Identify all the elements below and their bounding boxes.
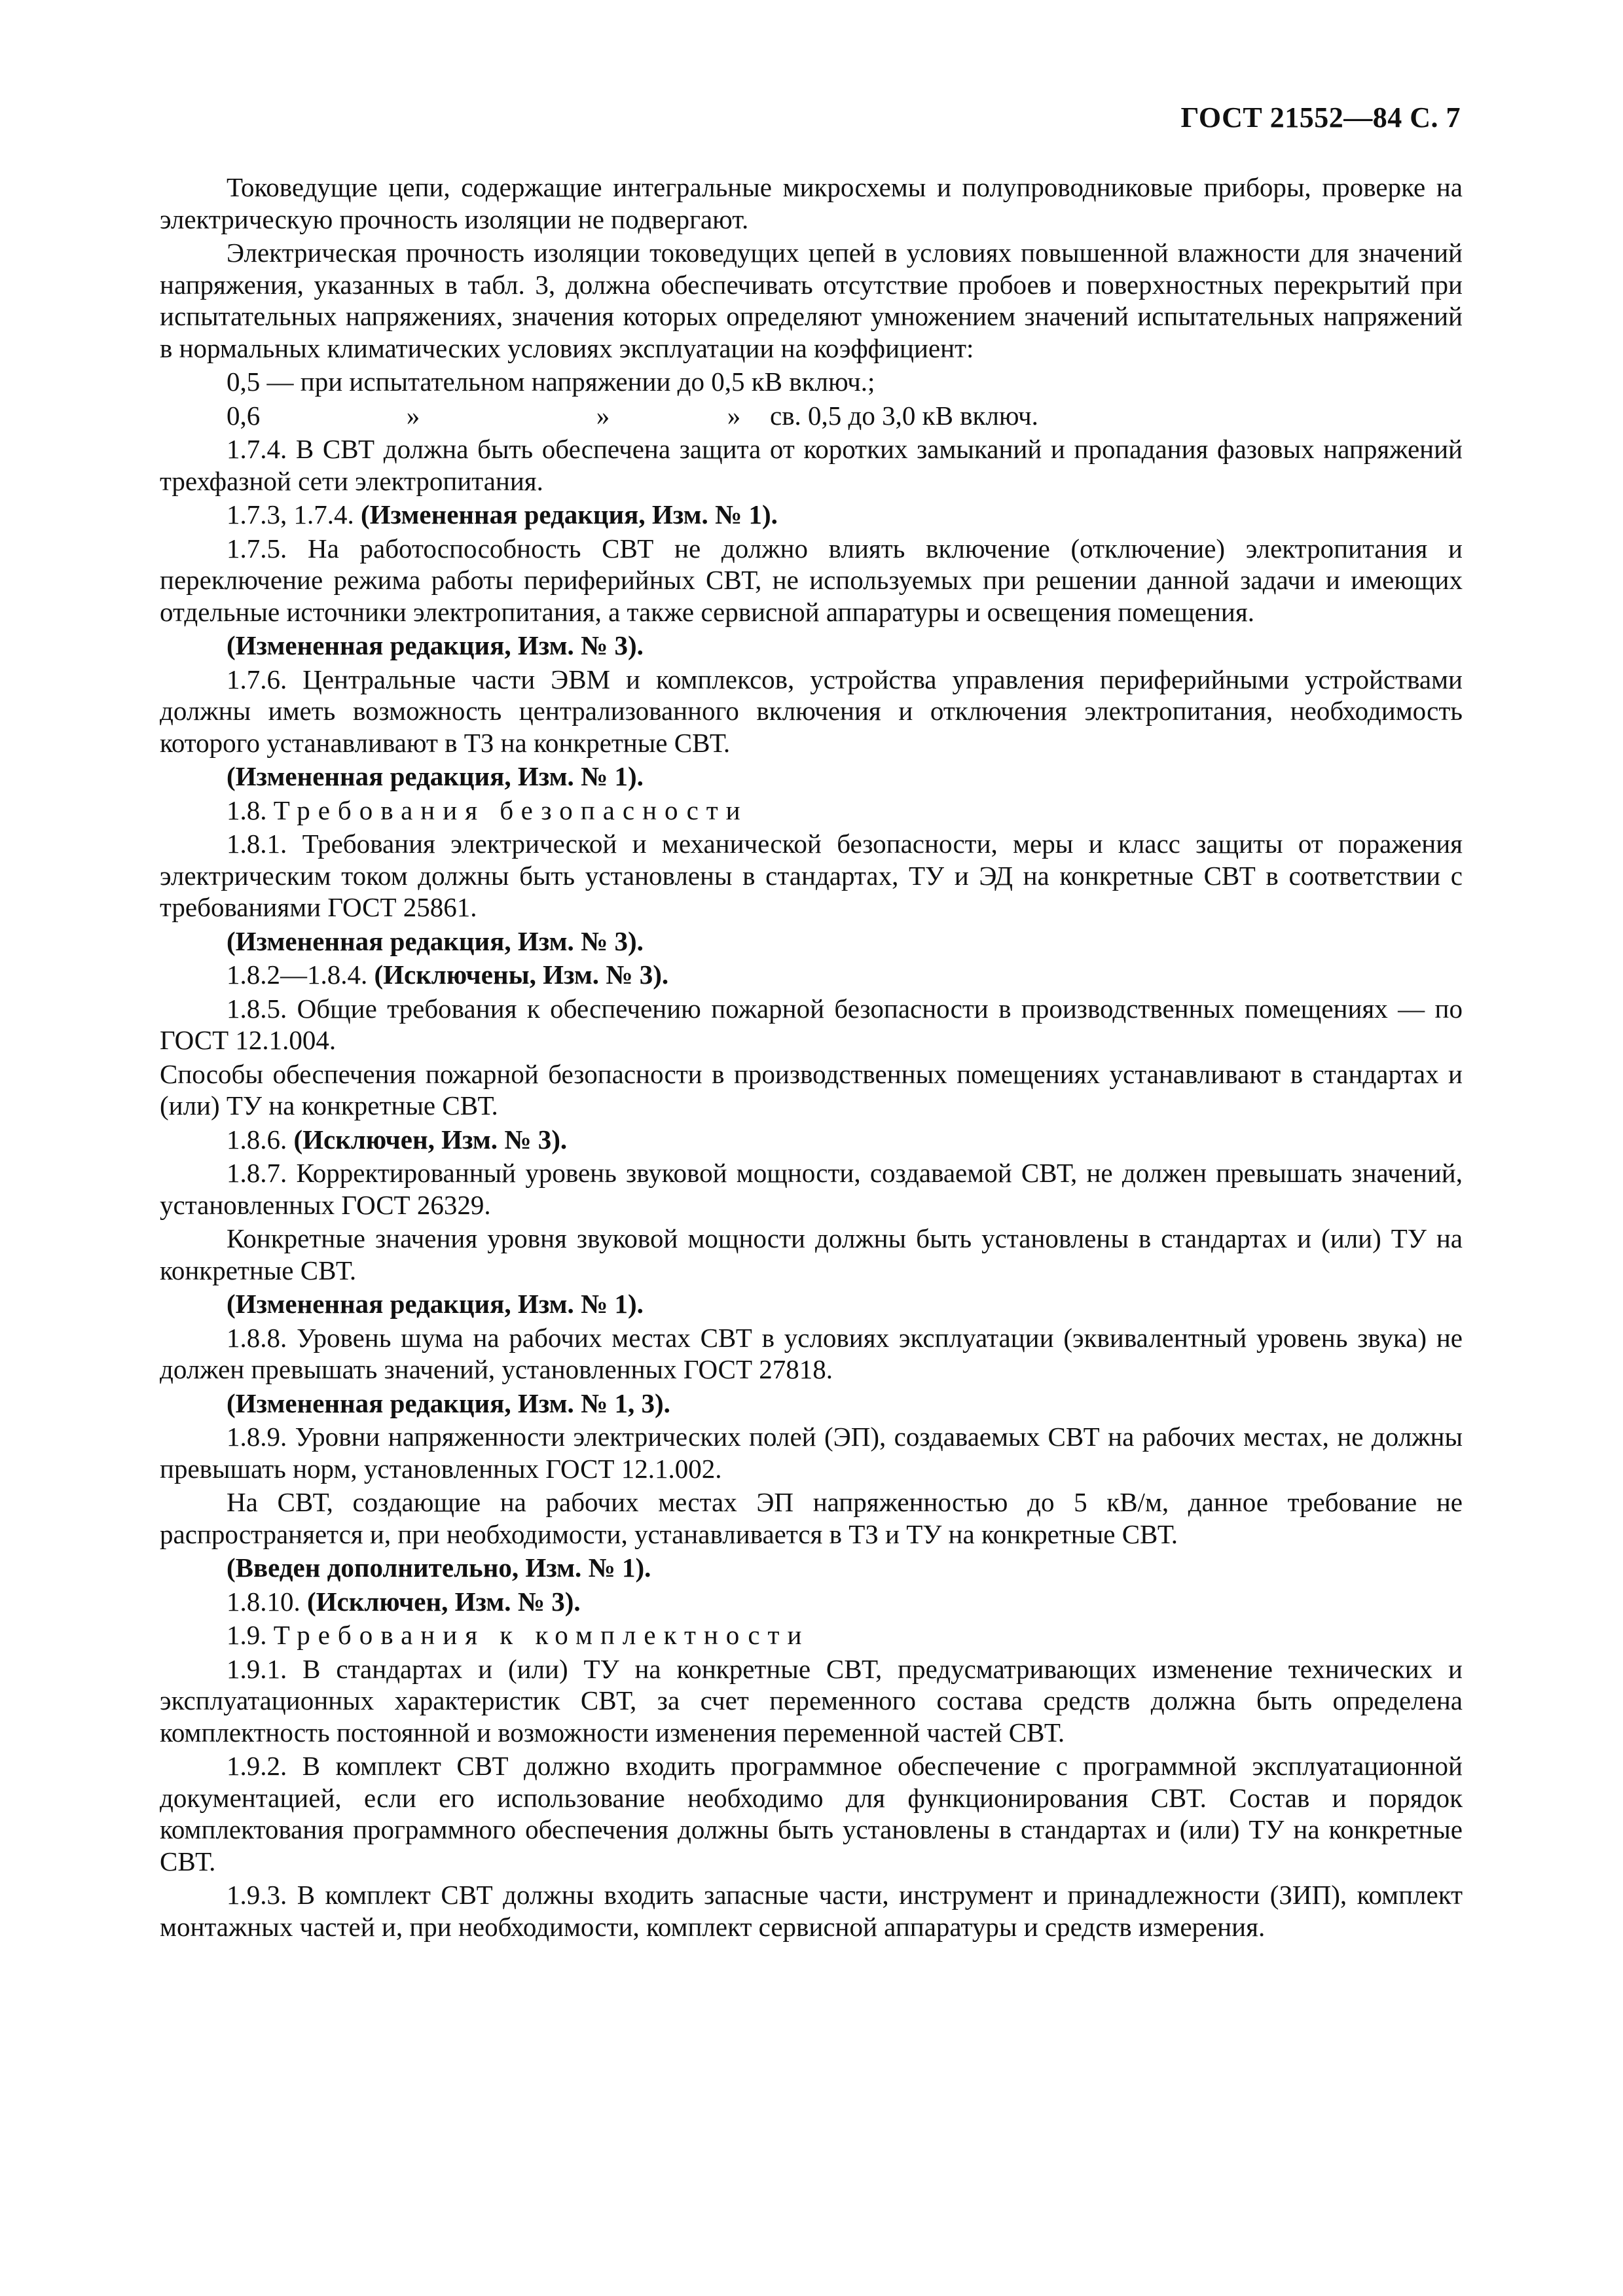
amendment-note	[160, 630, 1463, 662]
ditto-mark: »	[727, 400, 741, 431]
section-title: Требования к комплектности	[273, 1620, 810, 1650]
paragraph: На СВТ, создающие на рабочих местах ЭП напряженностью до 5 кВ/м, данное требование не распространяется и, при необходимости, устанавливается в ТЗ и ТУ на конкретные СВТ.	[160, 1487, 1463, 1549]
paragraph: Электрическая прочность изоляции токоведущих цепей в условиях повышенной влажности для значений напряжения, указанных в табл. 3, должна обеспечивать отсутствие пробоев и поверхностных перекрытий при испытательных напряжениях, значения которых определяют умножением значений испытательных напряжений в нормальных климатических условиях эксплуатации на коэффициент:	[160, 238, 1463, 363]
paragraph: Способы обеспечения пожарной безопасности в производственных помещениях устанавливают в стандартах и (или) ТУ на конкретные СВТ.	[160, 1058, 1463, 1121]
section-title: Требования безопасности	[273, 795, 748, 825]
voltage-range: св. 0,5 до 3,0 кВ включ.	[770, 400, 1038, 431]
paragraph: 1.8.5. Общие требования к обеспечению пожарной безопасности в производственных помещениях — по ГОСТ 12.1.004.	[160, 993, 1463, 1055]
ditto-mark: »	[406, 400, 420, 431]
section-heading	[160, 795, 1463, 827]
amendment-label: (Измененная редакция, Изм. № 3).	[227, 925, 644, 956]
amendment-note	[160, 1552, 1463, 1584]
section-number: 1.9.	[227, 1620, 274, 1650]
paragraph: Токоведущие цепи, содержащие интегральные микросхемы и полупроводниковые приборы, проверке на электрическую прочность изоляции не подвергают.	[160, 172, 1463, 234]
paragraph: 1.8.9. Уровни напряженности электрических полей (ЭП), создаваемых СВТ на рабочих местах, не должны превышать норм, установленных ГОСТ 12.1.002.	[160, 1422, 1463, 1484]
section-heading	[160, 1619, 1463, 1651]
amendment-label: (Измененная редакция, Изм. № 1).	[361, 499, 778, 529]
clause-number: 1.8.2—1.8.4.	[227, 960, 374, 990]
ditto-mark: »	[596, 400, 610, 431]
paragraph: 1.7.6. Центральные части ЭВМ и комплексов, устройства управления периферийными устройствами должны иметь возможность централизованного включения и отключения электропитания, необходимость которого устанавливают в ТЗ на конкретные СВТ.	[160, 664, 1463, 758]
paragraph: 1.8.1. Требования электрической и механической безопасности, меры и класс защиты от поражения электрическим током должны быть установлены в стандартах, ТУ и ЭД на конкретные СВТ в соответствии с требованиями ГОСТ 25861.	[160, 829, 1463, 922]
amendment-label: (Измененная редакция, Изм. № 1).	[227, 1289, 644, 1319]
amendment-label: (Исключены, Изм. № 3).	[374, 960, 669, 990]
coefficient-line: 0,5 — при испытательном напряжении до 0,5 кВ включ.;	[227, 367, 875, 397]
clause-number: 1.7.3, 1.7.4.	[227, 499, 361, 529]
amendment-label: (Измененная редакция, Изм. № 1, 3).	[227, 1388, 670, 1418]
amendment-label: (Измененная редакция, Изм. № 3).	[227, 630, 644, 660]
paragraph: 1.8.8. Уровень шума на рабочих местах СВТ в условиях эксплуатации (эквивалентный уровень звука) не должен превышать значений, установленных ГОСТ 27818.	[160, 1322, 1463, 1384]
paragraph: 1.9.1. В стандартах и (или) ТУ на конкретные СВТ, предусматривающих изменение технических и эксплуатационных характеристик СВТ, за счет переменного состава средств должна быть определена комплектность постоянной и возможности изменения переменной частей СВТ.	[160, 1653, 1463, 1748]
amendment-note	[160, 1586, 1463, 1618]
amendment-note	[160, 959, 1463, 991]
amendment-note	[160, 925, 1463, 958]
page-header: ГОСТ 21552—84 С. 7	[1180, 101, 1461, 134]
paragraph: 1.7.4. В СВТ должна быть обеспечена защита от коротких замыканий и пропадания фазовых напряжений трехфазной сети электропитания.	[160, 434, 1463, 496]
amendment-label: (Исключен, Изм. № 3).	[293, 1124, 568, 1155]
section-number: 1.8.	[227, 795, 274, 825]
amendment-note	[160, 1288, 1463, 1320]
amendment-label: (Измененная редакция, Изм. № 1).	[227, 761, 644, 791]
amendment-note	[160, 499, 1463, 531]
paragraph: Конкретные значения уровня звуковой мощности должны быть установлены в стандартах и (или) ТУ на конкретные СВТ.	[160, 1223, 1463, 1285]
amendment-note	[160, 1388, 1463, 1420]
amendment-label: (Исключен, Изм. № 3).	[307, 1586, 581, 1617]
coefficient-line	[160, 400, 1463, 432]
paragraph: 1.8.7. Корректированный уровень звуковой мощности, создаваемой СВТ, не должен превышать значений, установленных ГОСТ 26329.	[160, 1158, 1463, 1220]
clause-number: 1.8.6.	[227, 1124, 294, 1155]
paragraph: 1.9.3. В комплект СВТ должны входить запасные части, инструмент и принадлежности (ЗИП), комплект монтажных частей и, при необходимости, комплект сервисной аппаратуры и средств измерения.	[160, 1880, 1463, 1942]
paragraph: 1.7.5. На работоспособность СВТ не должно влиять включение (отключение) электропитания и переключение режима работы периферийных СВТ, не используемых при решении данной задачи и имеющих отдельные источники электропитания, а также сервисной аппаратуры и освещения помещения.	[160, 533, 1463, 627]
amendment-label: (Введен дополнительно, Изм. № 1).	[227, 1552, 651, 1583]
clause-number: 1.8.10.	[227, 1586, 307, 1617]
paragraph: 1.9.2. В комплект СВТ должно входить программное обеспечение с программной эксплуатационной документацией, если его использование необходимо для функционирования СВТ. Состав и порядок комплектования программного обеспечения должны быть установлены в стандартах и (или) ТУ на конкретные СВТ.	[160, 1751, 1463, 1876]
amendment-note	[160, 1124, 1463, 1156]
document-body	[160, 171, 1463, 1945]
amendment-note	[160, 761, 1463, 793]
coefficient-value: 0,6	[227, 400, 261, 431]
